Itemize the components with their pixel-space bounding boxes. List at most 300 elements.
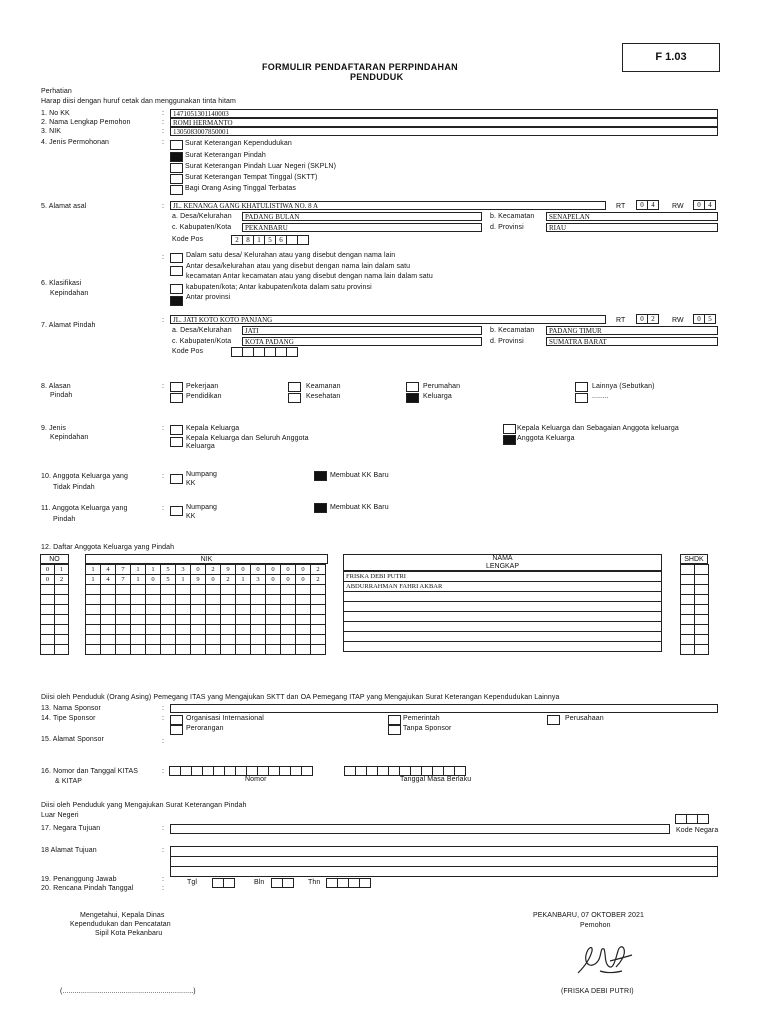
colon: : (162, 139, 165, 146)
nik-cell[interactable] (296, 635, 311, 645)
nik-cell[interactable]: 3 (176, 565, 191, 575)
nik-cell[interactable] (146, 645, 161, 655)
nik-cell[interactable] (116, 595, 131, 605)
kode-negara-boxes[interactable] (676, 814, 709, 824)
nik-cell[interactable] (146, 605, 161, 615)
shdk-cell[interactable] (695, 635, 709, 645)
thn-digit (359, 878, 371, 888)
checkbox-tipe-3[interactable] (547, 715, 560, 725)
shdk-cell[interactable] (681, 635, 695, 645)
checkbox-jenis-2[interactable] (170, 437, 183, 447)
checkbox-alasan-6[interactable] (406, 393, 419, 403)
rt-pindah[interactable] (637, 314, 659, 324)
nik-cell[interactable] (131, 645, 146, 655)
nik-cell[interactable] (176, 625, 191, 635)
nik-cell[interactable] (161, 625, 176, 635)
nik-cell[interactable] (191, 585, 206, 595)
prov-asal-field[interactable] (546, 223, 718, 232)
shdk-cell[interactable] (695, 575, 709, 585)
nik-cell[interactable] (266, 645, 281, 655)
nik-cell[interactable]: 4 (101, 565, 116, 575)
table-row (41, 605, 69, 615)
nama-sponsor-label: 13. Nama Sponsor (41, 705, 101, 712)
nik-cell[interactable] (116, 605, 131, 615)
kitas-tanggal-boxes[interactable] (345, 766, 466, 776)
shdk-cell[interactable] (681, 595, 695, 605)
nik-cell[interactable]: 1 (176, 575, 191, 585)
nik-cell[interactable] (191, 615, 206, 625)
kodepos-asal[interactable] (232, 235, 309, 245)
colon: : (162, 119, 165, 126)
nik-cell[interactable] (146, 615, 161, 625)
nik-cell[interactable]: 1 (86, 575, 101, 585)
nama-cell[interactable] (344, 602, 662, 612)
nik-cell[interactable] (86, 585, 101, 595)
checkbox-alasan-4[interactable] (288, 393, 301, 403)
checkbox-alasan-1[interactable] (170, 382, 183, 392)
nik-cell[interactable]: 0 (281, 565, 296, 575)
kodepos-digit (286, 347, 298, 357)
nik-cell[interactable] (146, 625, 161, 635)
prov-asal-value: RIAU (549, 224, 567, 232)
alamat-asal-field[interactable] (170, 201, 606, 210)
checkbox-jenis-4[interactable] (503, 435, 516, 445)
shdk-cell[interactable] (681, 585, 695, 595)
nik-cell[interactable] (191, 625, 206, 635)
rt-pindah-digit: 2 (647, 314, 659, 324)
nik-cell[interactable] (131, 585, 146, 595)
nik-cell[interactable]: 3 (251, 575, 266, 585)
thn-boxes[interactable] (327, 878, 371, 888)
rt-asal[interactable] (637, 200, 659, 210)
nik-cell[interactable] (221, 595, 236, 605)
nik-cell[interactable] (161, 635, 176, 645)
nik-cell[interactable] (161, 615, 176, 625)
alamat-sponsor-label: 15. Alamat Sponsor (41, 736, 104, 743)
nik-cell[interactable] (311, 585, 326, 595)
nik-cell[interactable] (131, 595, 146, 605)
nik-cell[interactable] (236, 595, 251, 605)
nik-cell[interactable] (191, 635, 206, 645)
no-cell[interactable]: 2 (55, 575, 69, 585)
nik-cell[interactable] (281, 615, 296, 625)
checkbox-klasifikasi-4[interactable] (170, 296, 183, 306)
table-row (681, 635, 709, 645)
no-cell[interactable] (55, 615, 69, 625)
checkbox-alasan-7[interactable] (575, 382, 588, 392)
nik-cell[interactable] (221, 615, 236, 625)
nik-cell[interactable] (266, 595, 281, 605)
nik-cell[interactable] (206, 605, 221, 615)
rencana-label: 20. Rencana Pindah Tanggal (41, 885, 134, 892)
nik-cell[interactable] (266, 625, 281, 635)
nik-cell[interactable] (311, 635, 326, 645)
nik-cell[interactable] (221, 625, 236, 635)
shdk-cell[interactable] (695, 595, 709, 605)
shdk-cell[interactable] (681, 645, 695, 655)
nik-cell[interactable] (221, 585, 236, 595)
nik-cell[interactable] (116, 615, 131, 625)
nik-cell[interactable] (281, 625, 296, 635)
nik-cell[interactable]: 2 (206, 565, 221, 575)
sign-right-1: PEKANBARU, 07 OKTOBER 2021 (533, 912, 645, 919)
nik-cell[interactable] (296, 585, 311, 595)
nama-cell[interactable] (344, 592, 662, 602)
checkbox-tidak-pindah-baru[interactable] (314, 471, 327, 481)
nik-cell[interactable] (236, 645, 251, 655)
nik-cell[interactable]: 4 (101, 575, 116, 585)
nama-cell[interactable] (344, 622, 662, 632)
nik-cell[interactable] (86, 635, 101, 645)
nik-cell[interactable]: 0 (206, 575, 221, 585)
nik-cell[interactable] (251, 585, 266, 595)
nik-cell[interactable] (206, 635, 221, 645)
desa-pindah-field[interactable] (242, 326, 482, 335)
nik-cell[interactable] (251, 645, 266, 655)
nik-cell[interactable]: 1 (146, 565, 161, 575)
nik-cell[interactable] (176, 585, 191, 595)
colon: : (162, 128, 165, 135)
tidak-pindah-opt1: Numpang (186, 471, 218, 478)
nik-cell[interactable] (251, 615, 266, 625)
rw-pindah[interactable] (694, 314, 716, 324)
nik-cell[interactable] (251, 595, 266, 605)
form-title: FORMULIR PENDAFTARAN PERPINDAHAN (262, 62, 458, 72)
col-shdk-text: SHDK (684, 556, 704, 563)
nik-cell[interactable] (266, 635, 281, 645)
nik-cell[interactable] (236, 625, 251, 635)
checkbox-permohonan-1[interactable] (170, 140, 183, 150)
rt-asal-digit: 0 (636, 200, 648, 210)
shdk-grid[interactable] (680, 564, 709, 655)
no-cell[interactable] (55, 635, 69, 645)
checkbox-jenis-3[interactable] (503, 424, 516, 434)
nama-cell[interactable] (344, 632, 662, 642)
nik-cell[interactable] (311, 595, 326, 605)
nama-value: ROMI HERMANTO (173, 119, 233, 127)
checkbox-alasan-3[interactable] (288, 382, 301, 392)
checkbox-klasifikasi-2[interactable] (170, 266, 183, 276)
nik-cell[interactable] (116, 625, 131, 635)
nik-cell[interactable] (86, 595, 101, 605)
klasifikasi-label: 6. Klasifikasi (41, 280, 82, 287)
nik-cell[interactable]: 1 (131, 565, 146, 575)
nik-cell[interactable]: 7 (116, 575, 131, 585)
kab-asal-field[interactable] (242, 223, 482, 232)
nik-cell[interactable]: 0 (236, 565, 251, 575)
nik-cell[interactable]: 9 (221, 565, 236, 575)
tipe-sponsor-label: 14. Tipe Sponsor (41, 715, 96, 722)
nik-cell[interactable]: 2 (221, 575, 236, 585)
nik-cell[interactable] (251, 625, 266, 635)
nik-cell[interactable] (161, 605, 176, 615)
nik-cell[interactable] (101, 615, 116, 625)
nik-cell[interactable] (281, 585, 296, 595)
no-cell[interactable] (41, 635, 55, 645)
kitas-tanggal-digit (454, 766, 466, 776)
colon: : (162, 825, 165, 832)
shdk-cell[interactable] (695, 565, 709, 575)
nik-cell[interactable] (206, 625, 221, 635)
checkbox-permohonan-3[interactable] (170, 163, 183, 173)
shdk-cell[interactable] (695, 625, 709, 635)
nik-cell[interactable] (221, 645, 236, 655)
prov-pindah-field[interactable] (546, 337, 718, 346)
nik-cell[interactable] (191, 605, 206, 615)
nik-cell[interactable] (311, 625, 326, 635)
table-row (86, 615, 326, 625)
no-grid[interactable] (40, 564, 69, 655)
alamat-pindah-field[interactable] (170, 315, 606, 324)
shdk-cell[interactable] (695, 645, 709, 655)
nik-cell[interactable] (206, 615, 221, 625)
nik-cell[interactable] (236, 635, 251, 645)
nik-cell[interactable] (191, 645, 206, 655)
nik-cell[interactable] (251, 605, 266, 615)
nik-cell[interactable]: 5 (161, 565, 176, 575)
kab-pindah-field[interactable] (242, 337, 482, 346)
nik-cell[interactable]: 2 (311, 565, 326, 575)
rw-asal[interactable] (694, 200, 716, 210)
nik-cell[interactable] (236, 615, 251, 625)
table-row (86, 595, 326, 605)
no-cell[interactable] (41, 595, 55, 605)
nik-cell[interactable] (161, 595, 176, 605)
nik-cell[interactable] (311, 615, 326, 625)
nik-cell[interactable] (116, 585, 131, 595)
nik-cell[interactable] (176, 645, 191, 655)
nik-cell[interactable]: 9 (191, 575, 206, 585)
kodepos-pindah[interactable] (232, 347, 298, 357)
shdk-cell[interactable] (681, 625, 695, 635)
nik-cell[interactable] (251, 635, 266, 645)
checkbox-klasifikasi-3[interactable] (170, 284, 183, 294)
nik-cell[interactable]: 0 (296, 575, 311, 585)
no-cell[interactable] (41, 615, 55, 625)
nik-cell[interactable] (176, 635, 191, 645)
nik-cell[interactable]: 7 (116, 565, 131, 575)
nik-cell[interactable] (146, 585, 161, 595)
nik-cell[interactable] (86, 605, 101, 615)
nik-cell[interactable] (176, 605, 191, 615)
nama-grid[interactable] (343, 571, 662, 652)
nik-cell[interactable] (161, 645, 176, 655)
nik-cell[interactable] (101, 635, 116, 645)
nama-cell[interactable]: FRISKA DEBI PUTRI (344, 572, 662, 582)
checkbox-tipe-4[interactable] (170, 725, 183, 735)
checkbox-permohonan-2[interactable] (170, 152, 183, 162)
no-cell[interactable] (55, 645, 69, 655)
nik-cell[interactable] (281, 635, 296, 645)
shdk-cell[interactable] (695, 585, 709, 595)
checkbox-jenis-1[interactable] (170, 425, 183, 435)
nik-cell[interactable] (101, 645, 116, 655)
nik-cell[interactable] (116, 635, 131, 645)
no-cell[interactable] (41, 585, 55, 595)
shdk-cell[interactable] (681, 565, 695, 575)
colon: : (162, 876, 165, 883)
yang-pindah-label-2: Pindah (53, 516, 76, 523)
checkbox-tidak-pindah-numpang[interactable] (170, 474, 183, 484)
nik-cell[interactable] (281, 595, 296, 605)
ln-heading-2: Luar Negeri (41, 812, 79, 819)
alamat-pindah-label: 7. Alamat Pindah (41, 322, 96, 329)
nik-grid[interactable] (85, 564, 326, 655)
kec-pindah-field[interactable] (546, 326, 718, 335)
nik-cell[interactable]: 0 (266, 575, 281, 585)
nik-cell[interactable] (281, 645, 296, 655)
daftar-label: 12. Daftar Anggota Keluarga yang Pindah (41, 544, 175, 551)
table-row (681, 565, 709, 575)
nik-cell[interactable] (161, 585, 176, 595)
nik-cell[interactable] (131, 625, 146, 635)
nik-cell[interactable]: 0 (251, 565, 266, 575)
bln-boxes[interactable] (272, 878, 294, 888)
checkbox-tipe-2[interactable] (388, 715, 401, 725)
nik-cell[interactable]: 0 (191, 565, 206, 575)
shdk-cell[interactable] (695, 605, 709, 615)
nik-cell[interactable] (86, 615, 101, 625)
colon: : (162, 505, 165, 512)
kode-negara-digit (697, 814, 709, 824)
kodepos-digit: 1 (253, 235, 265, 245)
no-cell[interactable] (55, 585, 69, 595)
nama-field[interactable] (170, 118, 718, 127)
nik-cell[interactable] (296, 615, 311, 625)
nik-cell[interactable]: 5 (161, 575, 176, 585)
nik-cell[interactable] (296, 605, 311, 615)
yang-pindah-label: 11. Anggota Keluarga yang (41, 505, 128, 512)
nik-cell[interactable] (221, 635, 236, 645)
nik-cell[interactable] (131, 615, 146, 625)
alasan-opt-5: Perumahan (423, 383, 461, 390)
checkbox-tipe-1[interactable] (170, 715, 183, 725)
nik-cell[interactable] (146, 635, 161, 645)
nik-cell[interactable] (236, 585, 251, 595)
colon: : (162, 317, 165, 324)
nik-cell[interactable] (221, 605, 236, 615)
nik-cell[interactable] (191, 595, 206, 605)
table-row (41, 635, 69, 645)
nama-cell[interactable] (344, 612, 662, 622)
no-cell[interactable]: 0 (41, 565, 55, 575)
nik-cell[interactable] (281, 605, 296, 615)
nik-cell[interactable]: 2 (311, 575, 326, 585)
no-cell[interactable] (55, 625, 69, 635)
checkbox-yang-pindah-baru[interactable] (314, 503, 327, 513)
checkbox-klasifikasi-1[interactable] (170, 253, 183, 263)
nik-cell[interactable] (296, 625, 311, 635)
no-kk-field[interactable] (170, 109, 718, 118)
checkbox-alasan-2[interactable] (170, 393, 183, 403)
negara-label: 17. Negara Tujuan (41, 825, 101, 832)
nik-cell[interactable] (131, 605, 146, 615)
shdk-cell[interactable] (681, 575, 695, 585)
kodepos-digit: 8 (242, 235, 254, 245)
nik-cell[interactable] (86, 645, 101, 655)
form-code-box (622, 43, 720, 72)
checkbox-alasan-5[interactable] (406, 382, 419, 392)
nik-cell[interactable] (266, 605, 281, 615)
nik-cell[interactable]: 0 (296, 565, 311, 575)
checkbox-yang-pindah-numpang[interactable] (170, 506, 183, 516)
shdk-cell[interactable] (681, 605, 695, 615)
nik-cell[interactable] (296, 595, 311, 605)
no-cell[interactable] (55, 595, 69, 605)
shdk-cell[interactable] (695, 615, 709, 625)
nama-sponsor-field[interactable] (170, 704, 718, 713)
nik-cell[interactable] (86, 625, 101, 635)
nik-cell[interactable]: 0 (266, 565, 281, 575)
no-cell[interactable]: 0 (41, 575, 55, 585)
asing-heading: Diisi oleh Penduduk (Orang Asing) Pemegang ITAS yang Mengajukan SKTT dan OA Pemegang ITAP yang Mengajukan Surat Keterangan Kependudukan Lainnya (41, 694, 560, 701)
nik-cell[interactable] (296, 645, 311, 655)
nik-cell[interactable] (311, 645, 326, 655)
nik-cell[interactable] (206, 585, 221, 595)
nik-cell[interactable] (206, 645, 221, 655)
no-cell[interactable] (41, 625, 55, 635)
nama-cell[interactable] (344, 642, 662, 652)
table-row (344, 642, 662, 652)
kec-asal-field[interactable] (546, 212, 718, 221)
tipe-opt-3: Perusahaan (565, 715, 604, 722)
checkbox-tipe-5[interactable] (388, 725, 401, 735)
nik-cell[interactable]: 0 (146, 575, 161, 585)
negara-field[interactable] (170, 824, 670, 834)
no-cell[interactable]: 1 (55, 565, 69, 575)
nik-cell[interactable] (176, 615, 191, 625)
nik-cell[interactable] (311, 605, 326, 615)
nik-cell[interactable]: 0 (281, 575, 296, 585)
nik-cell[interactable] (236, 605, 251, 615)
table-row (86, 575, 326, 585)
no-cell[interactable] (41, 605, 55, 615)
checkbox-permohonan-5[interactable] (170, 185, 183, 195)
nik-cell[interactable] (116, 645, 131, 655)
nik-cell[interactable] (101, 625, 116, 635)
nik-cell[interactable]: 1 (86, 565, 101, 575)
nik-field[interactable] (170, 127, 718, 136)
nik-cell[interactable] (101, 585, 116, 595)
nik-cell[interactable] (206, 595, 221, 605)
jenis-opt-4: Anggota Keluarga (517, 435, 575, 442)
penanggung-field[interactable] (170, 866, 718, 877)
nik-cell[interactable] (101, 605, 116, 615)
nik-cell[interactable] (131, 635, 146, 645)
tgl-boxes[interactable] (213, 878, 235, 888)
nik-cell[interactable]: 1 (131, 575, 146, 585)
nik-cell[interactable] (176, 595, 191, 605)
nik-cell[interactable]: 1 (236, 575, 251, 585)
nik-cell[interactable] (146, 595, 161, 605)
kitas-tanggal-label: Tanggal Masa Berlaku (400, 776, 472, 783)
table-row (41, 625, 69, 635)
shdk-cell[interactable] (681, 615, 695, 625)
no-cell[interactable] (41, 645, 55, 655)
nama-cell[interactable]: ABDURRAHMAN FAHRI AKBAR (344, 582, 662, 592)
nik-cell[interactable] (266, 585, 281, 595)
checkbox-permohonan-4[interactable] (170, 174, 183, 184)
nik-cell[interactable] (266, 615, 281, 625)
nik-cell[interactable] (101, 595, 116, 605)
table-row (681, 615, 709, 625)
checkbox-alasan-8[interactable] (575, 393, 588, 403)
desa-asal-field[interactable] (242, 212, 482, 221)
no-cell[interactable] (55, 605, 69, 615)
kitas-nomor-boxes[interactable] (170, 766, 313, 776)
prov-pindah-label: d. Provinsi (490, 338, 524, 345)
tipe-opt-5: Tanpa Sponsor (403, 725, 452, 732)
